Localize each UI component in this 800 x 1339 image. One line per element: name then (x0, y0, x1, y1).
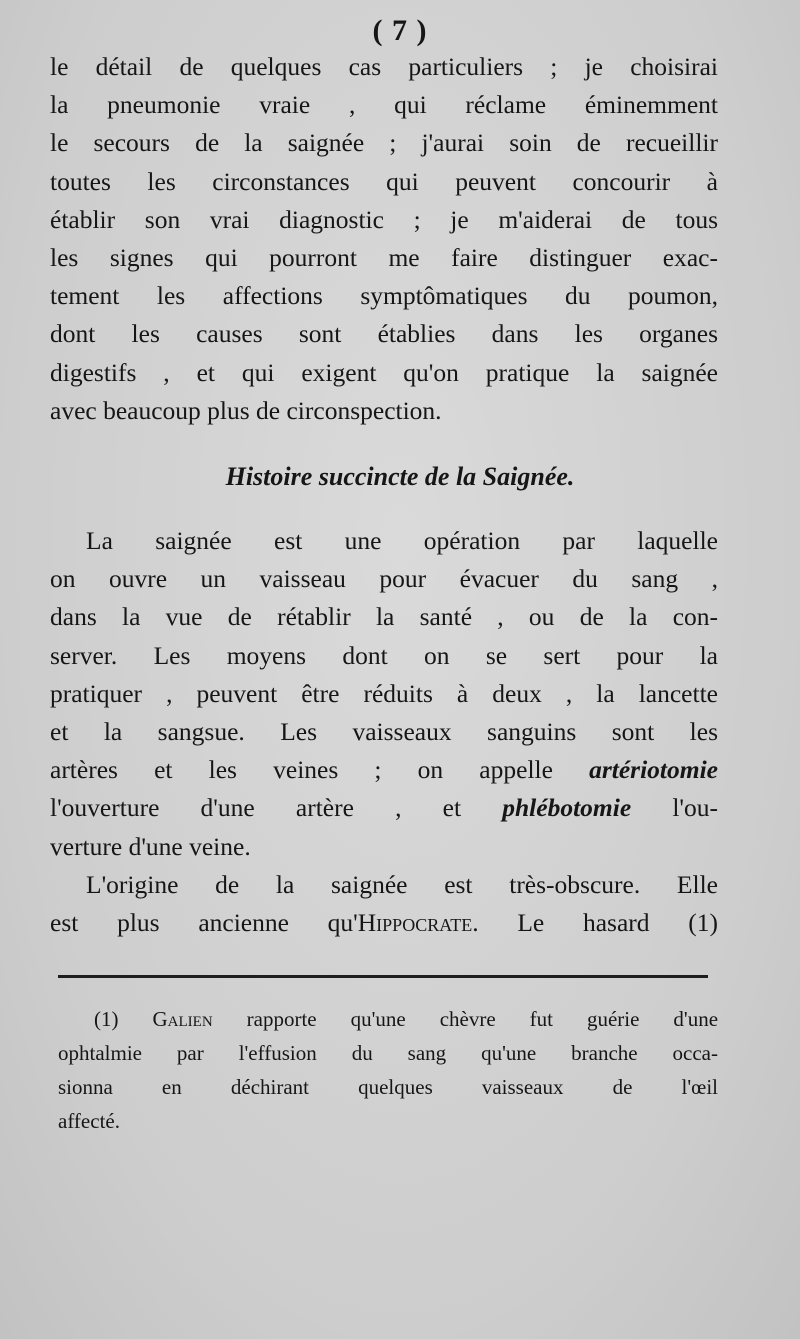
text-line: le détail de quelques cas particuliers ; je choisirai (50, 52, 718, 81)
text-line-with-term (50, 789, 718, 827)
text-line: La saignée est une opération par laquelle (86, 526, 718, 555)
page-number: ( 7 ) (372, 14, 428, 47)
text-line: la pneumonie vraie , qui réclame éminemment (50, 90, 718, 120)
text-line: toutes les circonstances qui peuvent concourir à (50, 166, 718, 196)
term-arteriotomie: artériotomie (589, 755, 719, 785)
author-name-hippocrate: Hippocrate (357, 908, 473, 938)
line-text: l'ouverture d'une artère , et (50, 793, 462, 823)
text-line: le secours de la saignée ; j'aurai soin de recueillir (50, 128, 718, 158)
text-line: dont les causes sont établies dans les organes (50, 319, 718, 349)
footnote-line: affecté. (58, 1109, 120, 1133)
text-line: verture d'une veine. (50, 831, 251, 861)
intro-paragraph (50, 48, 718, 430)
footnote-line (58, 1002, 718, 1036)
text-line: tement les affections symptômatiques du poumon, (50, 281, 718, 311)
footnote-marker: (1) (94, 1007, 119, 1031)
term-phlebotomie: phlébotomie (502, 793, 632, 823)
line-text: artères et les veines ; on appelle (50, 755, 553, 785)
text-line: et la sangsue. Les vaisseaux sanguins sont les (50, 717, 718, 747)
line-text: est plus ancienne qu' (50, 908, 358, 938)
text-line-with-name (50, 904, 718, 942)
text-line: server. Les moyens dont on se sert pour la (50, 640, 718, 670)
section-heading: Histoire succincte de la Saignée. (225, 462, 575, 491)
line-text: . Le hasard (1) (472, 908, 718, 938)
footnote (58, 1002, 718, 1138)
text-line: établir son vrai diagnostic ; je m'aiderai de tous (50, 204, 718, 234)
footnote-line: sionna en déchirant quelques vaisseaux de l'œil (58, 1075, 718, 1099)
text-line: avec beaucoup plus de circonspection. (50, 395, 442, 425)
line-text: rapporte qu'une chèvre fut guérie d'une (246, 1007, 719, 1031)
section-body (50, 522, 718, 942)
text-line: dans la vue de rétablir la santé , ou de la con- (50, 602, 718, 632)
footnote-author: Galien (152, 1007, 213, 1031)
text-line: digestifs , et qui exigent qu'on pratique la saignée (50, 357, 718, 387)
text-line: L'origine de la saignée est très-obscure. Elle (86, 869, 718, 899)
footnote-line: ophtalmie par l'effusion du sang qu'une branche occa- (58, 1041, 718, 1065)
footnote-rule (58, 975, 708, 978)
text-line: on ouvre un vaisseau pour évacuer du sang , (50, 564, 718, 594)
text-line-with-term (50, 751, 718, 789)
line-text: l'ou- (672, 793, 719, 823)
text-line: pratiquer , peuvent être réduits à deux , la lancette (50, 678, 718, 708)
text-line: les signes qui pourront me faire distinguer exac- (50, 243, 718, 273)
